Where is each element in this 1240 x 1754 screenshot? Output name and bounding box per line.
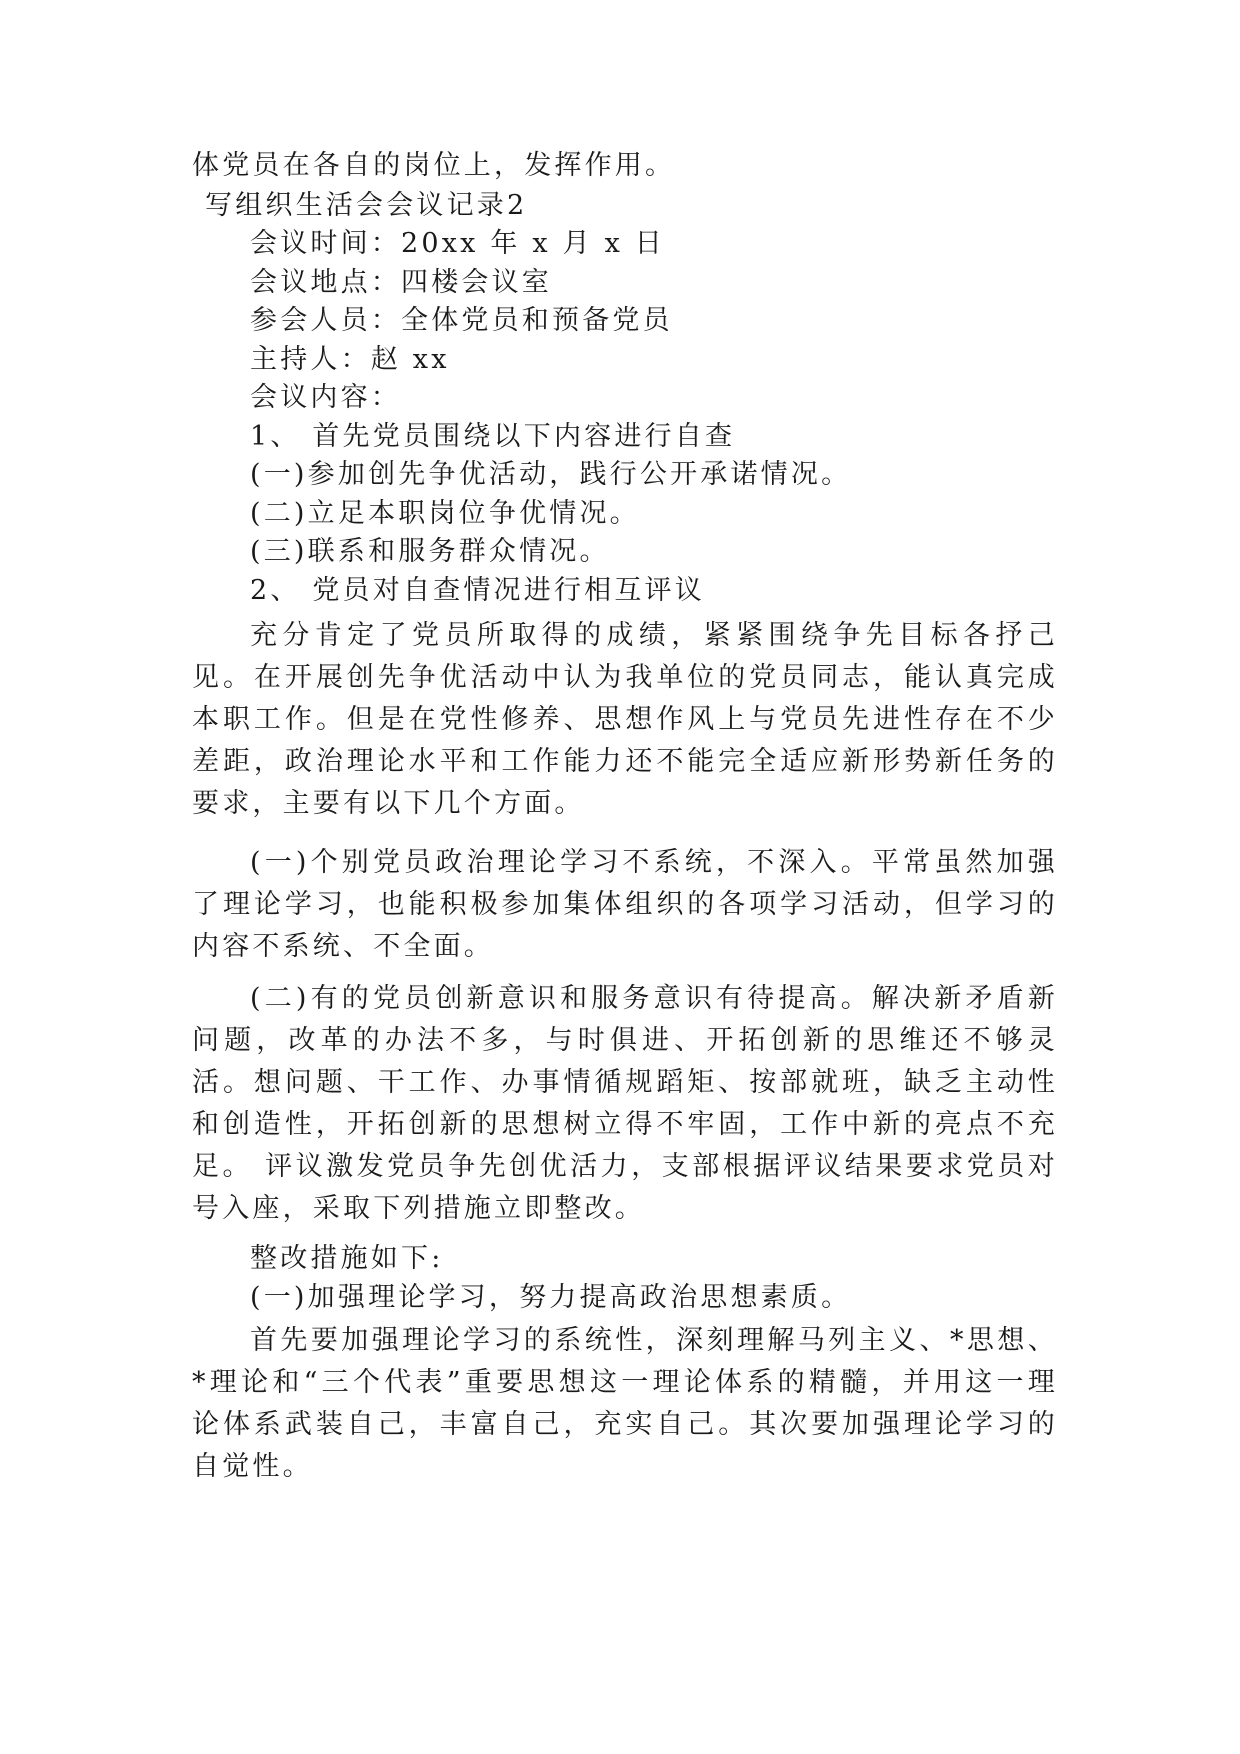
- item-2: 2、 党员对自查情况进行相互评议: [250, 575, 705, 606]
- paragraph-3: (二)有的党员创新意识和服务意识有待提高。解决新矛盾新问题，改革的办法不多，与时俱进、开拓创新的思维还不够灵活。想问题、干工作、办事情循规蹈矩、按部就班，缺乏主动性和创造性，开拓创新的思想树立得不牢固，工作中新的亮点不充足。 评议激发党员争先创优活力，支部根据评议结果要求党员对号入座，采取下列措施立即整改。: [192, 983, 1058, 1224]
- paragraph-2: (一)个别党员政治理论学习不系统，不深入。平常虽然加强了理论学习，也能积极参加集体组织的各项学习活动，但学习的内容不系统、不全面。: [192, 847, 1058, 962]
- meeting-place: 会议地点：四楼会议室: [250, 267, 552, 298]
- measure-1: (一)加强理论学习，努力提高政治思想素质。: [250, 1282, 852, 1313]
- section-title: 写组织生活会会议记录2: [205, 190, 528, 221]
- content-label: 会议内容：: [250, 382, 401, 413]
- paragraph-4: 首先要加强理论学习的系统性，深刻理解马列主义、*思想、*理论和“三个代表”重要思想这一理论体系的精髓，并用这一理论体系武装自己，丰富自己，充实自己。其次要加强理论学习的自觉性。: [192, 1325, 1058, 1482]
- item-1-sub-2: (二)立足本职岗位争优情况。: [250, 498, 640, 529]
- item-1-sub-1: (一)参加创先争优活动，践行公开承诺情况。: [250, 459, 852, 490]
- measures-label: 整改措施如下:: [250, 1243, 444, 1274]
- host: 主持人：赵 xx: [250, 344, 450, 375]
- paragraph-1: 充分肯定了党员所取得的成绩，紧紧围绕争先目标各抒己见。在开展创先争优活动中认为我单位的党员同志，能认真完成本职工作。但是在党性修养、思想作风上与党员先进性存在不少差距，政治理论水平和工作能力还不能完全适应新形势新任务的要求，主要有以下几个方面。: [192, 620, 1058, 819]
- continued-line: 体党员在各自的岗位上，发挥作用。: [192, 150, 676, 181]
- item-1: 1、 首先党员围绕以下内容进行自查: [250, 421, 736, 452]
- attendees: 参会人员：全体党员和预备党员: [250, 305, 673, 336]
- meeting-time: 会议时间：20xx 年 x 月 x 日: [250, 228, 665, 259]
- item-1-sub-3: (三)联系和服务群众情况。: [250, 536, 610, 567]
